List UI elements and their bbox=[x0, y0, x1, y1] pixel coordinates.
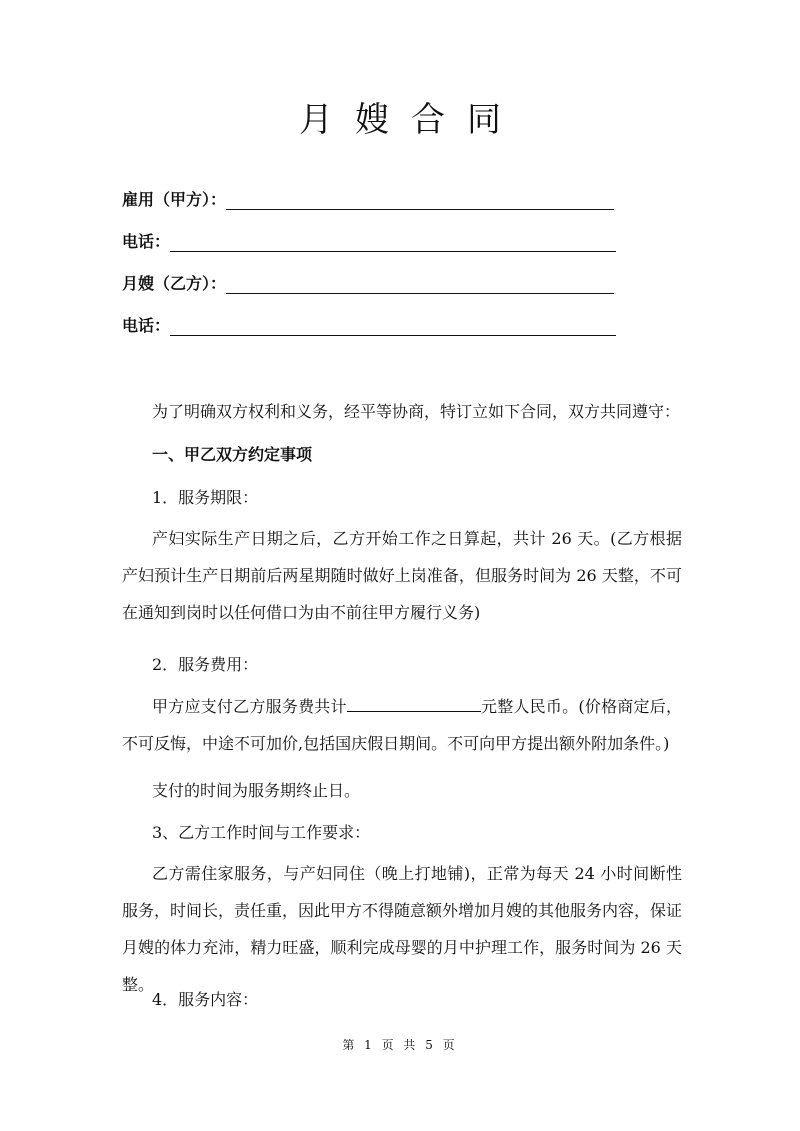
employer-field bbox=[122, 186, 614, 210]
item3-title: 3、乙方工作时间与工作要求： bbox=[152, 823, 371, 842]
item2-body-after: 元整人民币。(价格商定后，不可反悔，中途不可加价,包括国庆假日期间。不可向甲方提出额外附加条件。) bbox=[122, 697, 682, 753]
caregiver-field bbox=[122, 270, 614, 294]
employer-phone-field bbox=[122, 228, 616, 252]
item2-body-before: 甲方应支付乙方服务费共计 bbox=[152, 697, 347, 716]
item2-title: 2．服务费用： bbox=[152, 655, 259, 674]
intro-paragraph: 为了明确双方权利和义务，经平等协商，特订立如下合同，双方共同遵守： bbox=[152, 402, 681, 421]
section1-heading: 一、甲乙双方约定事项 bbox=[152, 445, 313, 464]
employer-blank[interactable] bbox=[226, 189, 614, 210]
employer-phone-label: 电话： bbox=[122, 232, 171, 251]
caregiver-phone-label: 电话： bbox=[122, 316, 171, 335]
fee-blank[interactable] bbox=[347, 695, 481, 712]
item2-body bbox=[122, 688, 682, 762]
item1-title: 1．服务期限： bbox=[152, 488, 259, 507]
item2-payment: 支付的时间为服务期终止日。 bbox=[152, 781, 361, 800]
caregiver-blank[interactable] bbox=[226, 273, 614, 294]
document-title: 月嫂合同 bbox=[299, 100, 523, 140]
caregiver-label: 月嫂（乙方）： bbox=[122, 274, 227, 293]
caregiver-phone-field bbox=[122, 312, 616, 336]
employer-phone-blank[interactable] bbox=[170, 231, 616, 252]
item1-body: 产妇实际生产日期之后，乙方开始工作之日算起，共计 26 天。(乙方根据产妇预计生产日期前后两星期随时做好上岗准备，但服务时间为 26 天整，不可在通知到岗时以任何借口为由不前往甲方履行义务) bbox=[122, 529, 682, 622]
employer-label: 雇用（甲方）： bbox=[122, 190, 227, 209]
item4-title: 4．服务内容： bbox=[152, 990, 259, 1009]
item3-body: 乙方需住家服务，与产妇同住（晚上打地铺)，正常为每天 24 小时间断性服务，时间长，责任重，因此甲方不得随意额外增加月嫂的其他服务内容，保证月嫂的体力充沛，精力旺盛，顺利完成母婴的月中护理工作，服务时间为 26 天整。 bbox=[122, 864, 683, 994]
caregiver-phone-blank[interactable] bbox=[170, 315, 616, 336]
page-footer: 第 1 页 共 5 页 bbox=[342, 1038, 458, 1052]
